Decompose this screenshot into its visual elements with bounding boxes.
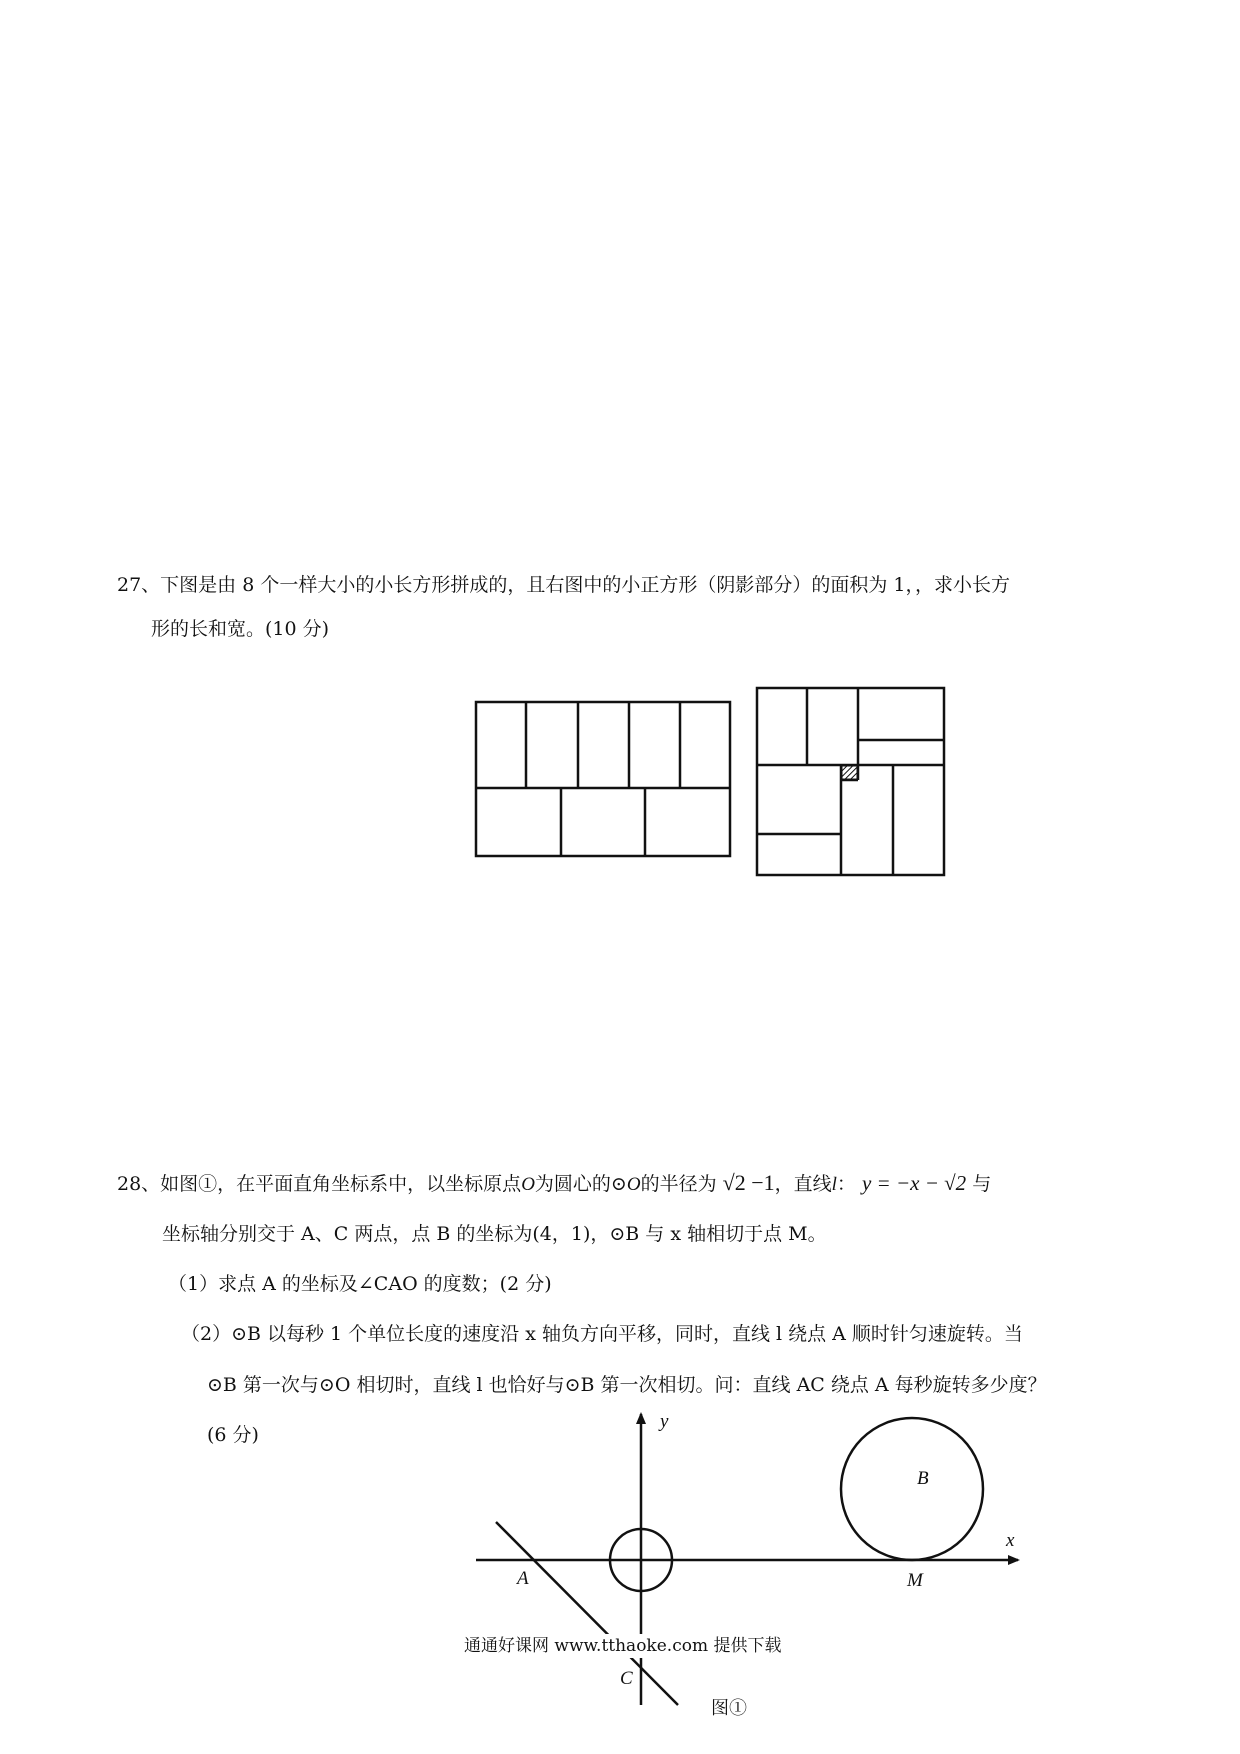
q28-line2: 坐标轴分别交于 A、C 两点，点 B 的坐标为(4，1)，⊙B 与 x 轴相切于点 M。 xyxy=(162,1223,827,1245)
coordinate-figure xyxy=(476,1414,1018,1705)
left-rectangle-figure xyxy=(476,702,730,856)
q28-part2-line2: ⊙B 第一次与⊙O 相切时，直线 l 也恰好与⊙B 第一次相切。问：直线 AC 绕点 A 每秒旋转多少度？ xyxy=(207,1374,1047,1396)
radius-expression: √2 −1 xyxy=(722,1170,775,1195)
label-b: B xyxy=(917,1468,929,1489)
line-ac xyxy=(496,1522,678,1705)
q28-l1d: ，直线 xyxy=(774,1173,832,1195)
q28-l1e: ： xyxy=(836,1173,856,1195)
shaded-small-square xyxy=(842,766,857,779)
label-a: A xyxy=(517,1568,529,1589)
q27-line2: 形的长和宽。(10 分) xyxy=(151,618,330,640)
q28-l1c: 的半径为 xyxy=(640,1173,717,1195)
figure-caption: 图① xyxy=(711,1698,747,1719)
right-rectangle-figure xyxy=(757,688,944,875)
q28-l1b: 为圆心的⊙ xyxy=(534,1173,627,1195)
q28-l1a: 28、如图①，在平面直角坐标系中，以坐标原点 xyxy=(117,1173,522,1195)
label-x: x xyxy=(1006,1530,1015,1551)
circle-o: O xyxy=(626,1174,641,1195)
label-m: M xyxy=(907,1570,923,1591)
origin-o: O xyxy=(521,1174,535,1195)
label-c: C xyxy=(620,1668,633,1689)
label-y: y xyxy=(660,1411,669,1432)
q28-l1f: 与 xyxy=(972,1173,992,1195)
line-l: l xyxy=(831,1174,837,1195)
q27-line1: 27、下图是由 8 个一样大小的小长方形拼成的，且右图中的小正方形（阴影部分）的面积为 1，，求小长方 xyxy=(117,574,1010,596)
q28-part1: （1）求点 A 的坐标及∠CAO 的度数；(2 分) xyxy=(168,1273,552,1295)
circle-b-shape xyxy=(841,1418,983,1560)
q28-part2-line1: （2）⊙B 以每秒 1 个单位长度的速度沿 x 轴负方向平移，同时，直线 l 绕点 A 顺时针匀速旋转。当 xyxy=(181,1323,1023,1345)
watermark: 通通好课网 www.tthaoke.com 提供下载 xyxy=(464,1636,782,1656)
line-equation: y = −x − √2 xyxy=(861,1171,967,1195)
q28-part2-line3: (6 分) xyxy=(207,1424,259,1446)
